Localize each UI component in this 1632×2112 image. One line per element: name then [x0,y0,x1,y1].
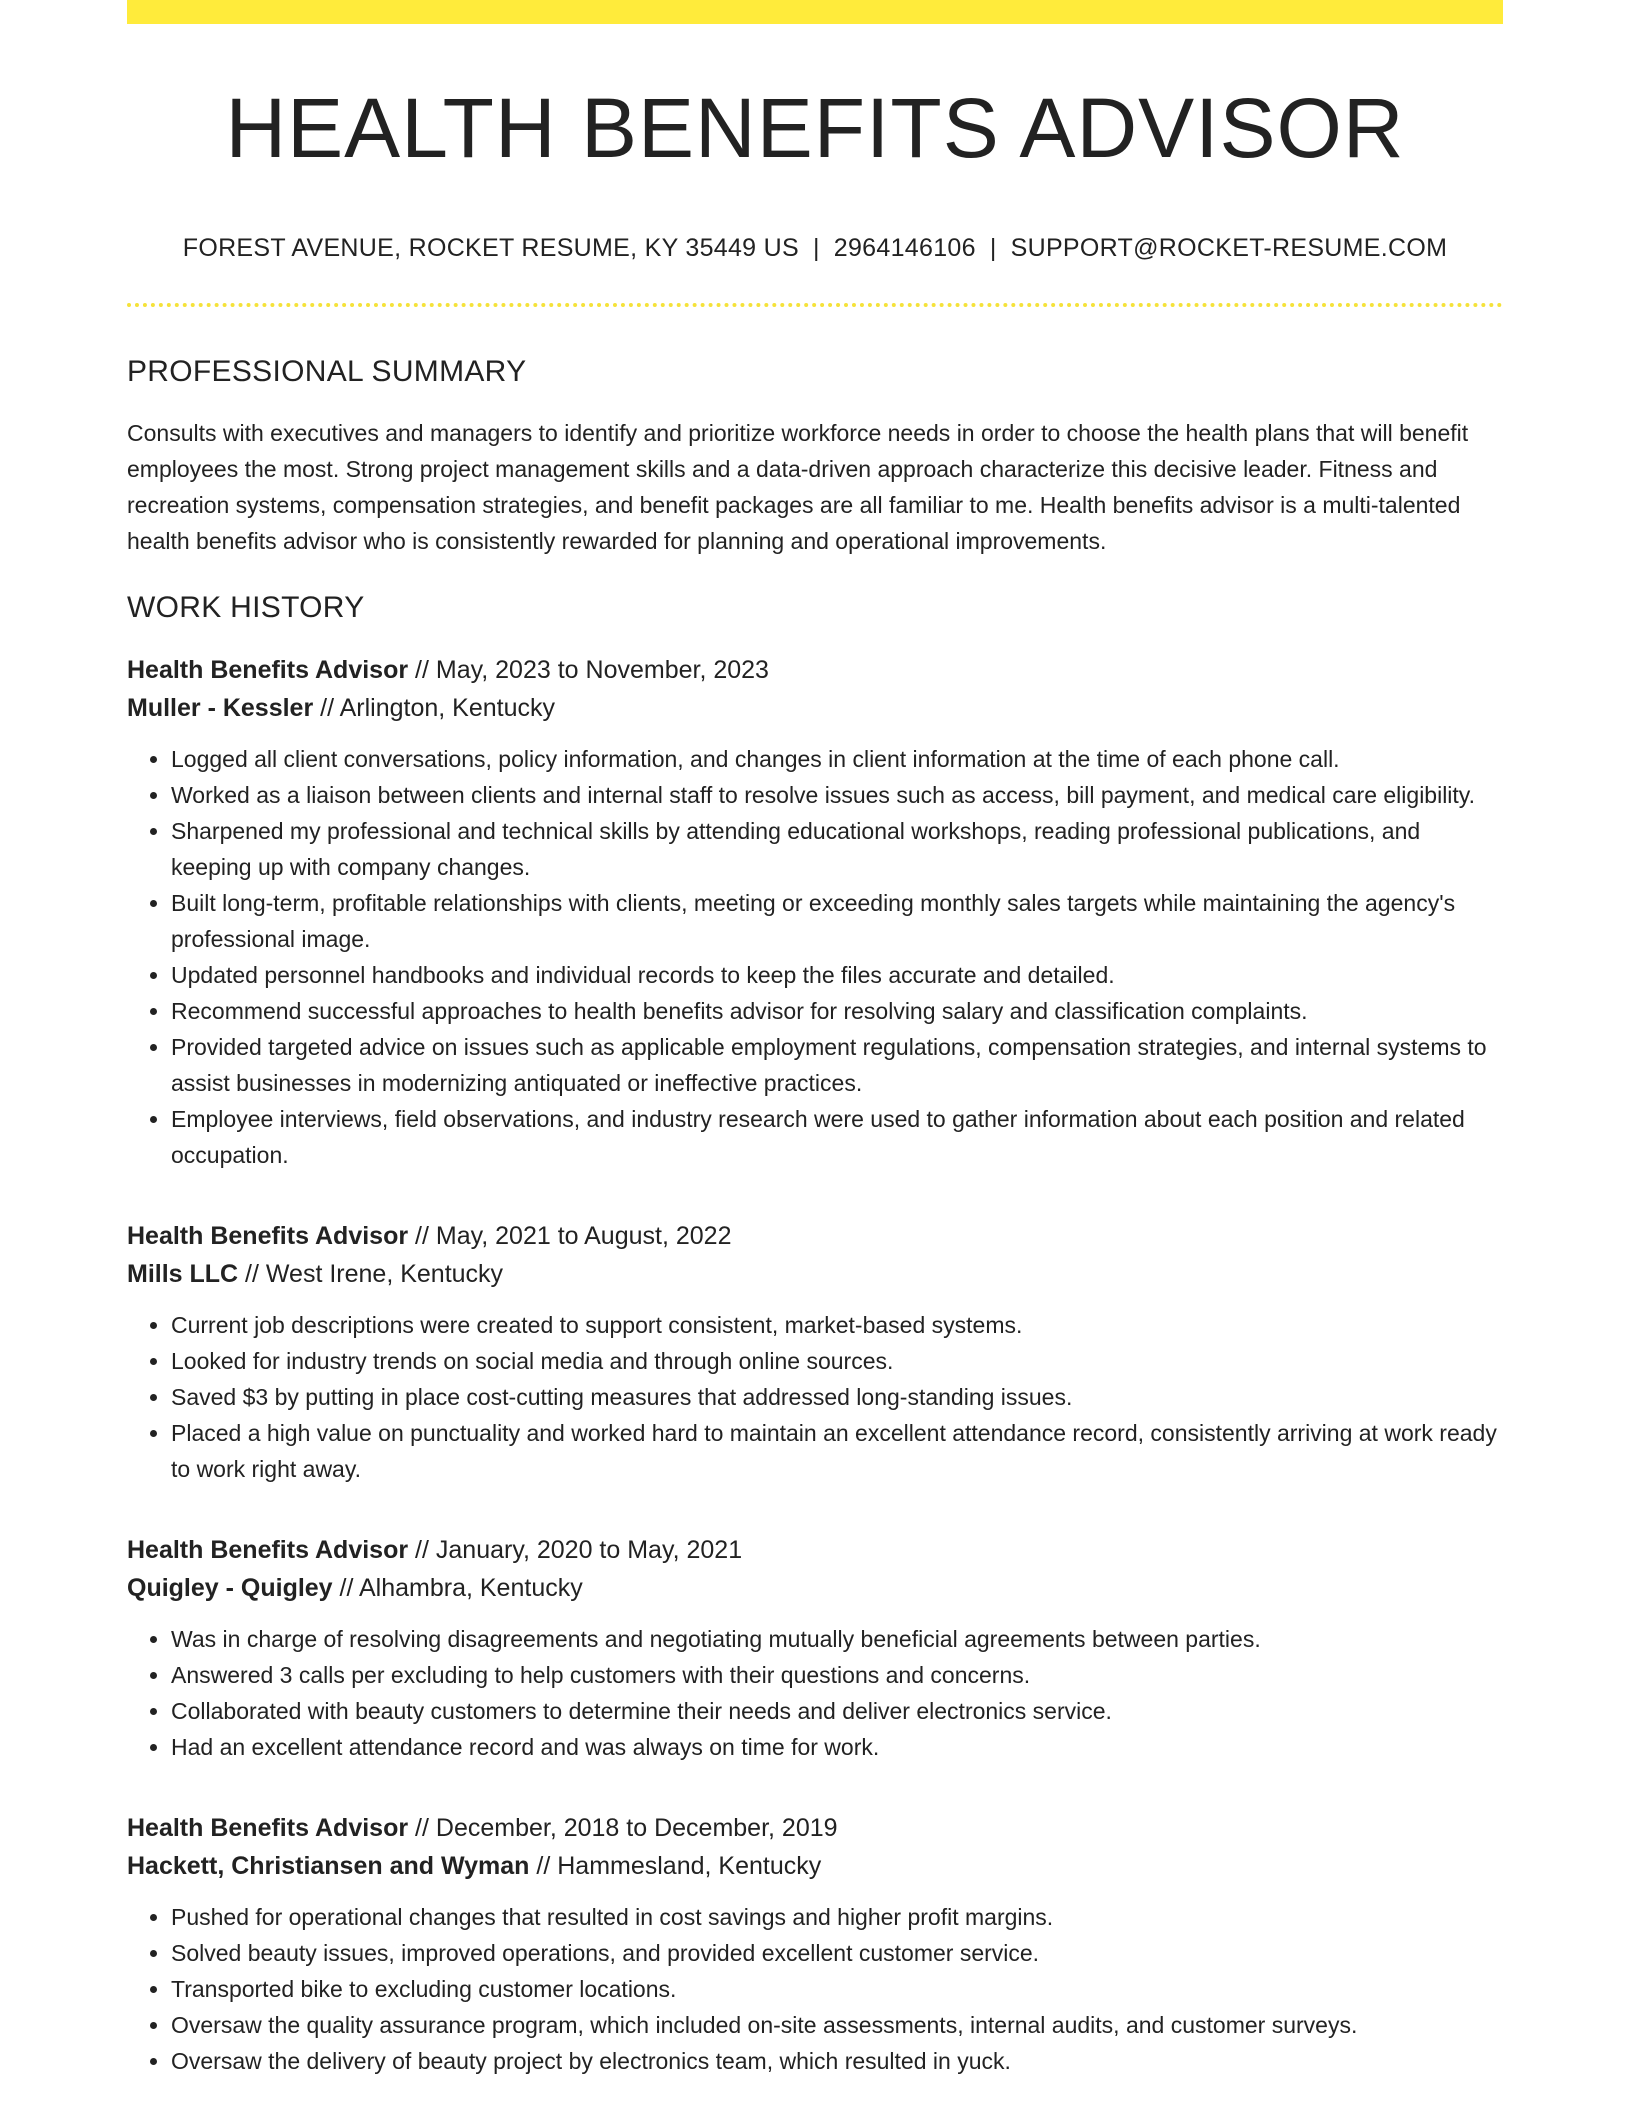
contact-email: SUPPORT@ROCKET-RESUME.COM [1010,234,1448,262]
bullet-item: • Provided targeted advice on issues such as applicable employment regulations, compensation strategies, and internal systems to assist businesses in modernizing antiquated or ineffective practices. [171,1029,1503,1101]
job-location: West Irene, Kentucky [265,1260,504,1288]
work-history-heading: WORK HISTORY [127,591,365,624]
job-title-line [127,1809,1503,1847]
job-company-line [127,1569,1503,1607]
job-title-line [127,651,1503,689]
job-bullets [127,1307,1503,1487]
job-entry [127,1217,1503,1487]
bullet-item: • Solved beauty issues, improved operations, and provided excellent customer service. [171,1935,1503,1971]
job-title-line [127,1217,1503,1255]
job-title: Health Benefits Advisor [127,1222,409,1250]
delimiter: // [408,1536,436,1564]
bullet-item: • Employee interviews, field observations, and industry research were used to gather information about each position and related occupation. [171,1101,1503,1173]
bullet-item: • Built long-term, profitable relationships with clients, meeting or exceeding monthly sales targets while maintaining the agency's professional image. [171,885,1503,957]
job-company: Mills LLC [127,1260,239,1288]
bullet-item: • Answered 3 calls per excluding to help customers with their questions and concerns. [171,1657,1503,1693]
bullet-item: • Oversaw the quality assurance program, which included on-site assessments, internal audits, and customer surveys. [171,2007,1503,2043]
job-bullets [127,1899,1503,2079]
job-bullets [127,741,1503,1173]
bullet-item: • Pushed for operational changes that resulted in cost savings and higher profit margins. [171,1899,1503,1935]
bullet-item: • Logged all client conversations, policy information, and changes in client information at the time of each phone call. [171,741,1503,777]
job-dates: December, 2018 to December, 2019 [435,1814,838,1842]
job-location: Arlington, Kentucky [339,694,555,722]
resume-page [127,0,1503,2079]
job-dates: May, 2021 to August, 2022 [435,1222,732,1250]
dotted-divider [127,303,1503,307]
bullet-item: • Was in charge of resolving disagreements and negotiating mutually beneficial agreements between parties. [171,1621,1503,1657]
contact-address: FOREST AVENUE, ROCKET RESUME, KY 35449 US [182,234,799,262]
job-list [127,651,1503,2079]
job-company-line [127,1255,1503,1293]
job-company-line [127,1847,1503,1885]
delimiter: // [529,1852,558,1880]
job-bullets [127,1621,1503,1765]
job-title: Health Benefits Advisor [127,1814,409,1842]
contact-phone: 2964146106 [833,234,976,262]
bullet-item: • Recommend successful approaches to health benefits advisor for resolving salary and classification complaints. [171,993,1503,1029]
bullet-item: • Current job descriptions were created to support consistent, market-based systems. [171,1307,1503,1343]
bullet-item: • Saved $3 by putting in place cost-cutting measures that addressed long-standing issues. [171,1379,1503,1415]
bullet-item: • Had an excellent attendance record and was always on time for work. [171,1729,1503,1765]
contact-separator: | [812,234,820,262]
delimiter: // [408,1222,436,1250]
bullet-item: • Sharpened my professional and technical skills by attending educational workshops, reading professional publications, and keeping up with company changes. [171,813,1503,885]
bullet-item: • Worked as a liaison between clients and internal staff to resolve issues such as access, bill payment, and medical care eligibility. [171,777,1503,813]
job-dates: January, 2020 to May, 2021 [435,1536,743,1564]
job-company-line [127,689,1503,727]
job-entry [127,1809,1503,2079]
accent-bar [127,0,1503,24]
job-location: Hammesland, Kentucky [557,1852,822,1880]
delimiter: // [313,694,340,722]
bullet-item: • Collaborated with beauty customers to determine their needs and deliver electronics service. [171,1693,1503,1729]
resume-title: HEALTH BENEFITS ADVISOR [225,81,1405,175]
bullet-item: • Placed a high value on punctuality and worked hard to maintain an excellent attendance record, consistently arriving at work ready to work right away. [171,1415,1503,1487]
job-entry [127,1531,1503,1765]
delimiter: // [408,1814,436,1842]
job-title: Health Benefits Advisor [127,1536,409,1564]
job-title-line [127,1531,1503,1569]
job-company: Quigley - Quigley [127,1574,333,1602]
bullet-item: • Oversaw the delivery of beauty project by electronics team, which resulted in yuck. [171,2043,1503,2079]
summary-text: Consults with executives and managers to identify and prioritize workforce needs in order to choose the health plans that will benefit employees the most. Strong project management skills and a data-driven approach characterize this decisive leader. Fitness and recreation systems, compensation strategies, and benefit packages are all familiar to me. Health benefits advisor is a multi-talented health benefits advisor who is consistently rewarded for planning and operational improvements. [127,420,1469,554]
bullet-item: • Looked for industry trends on social media and through online sources. [171,1343,1503,1379]
delimiter: // [238,1260,266,1288]
job-dates: May, 2023 to November, 2023 [435,656,769,684]
delimiter: // [332,1574,359,1602]
job-company: Hackett, Christiansen and Wyman [127,1852,530,1880]
bullet-item: • Transported bike to excluding customer locations. [171,1971,1503,2007]
job-title: Health Benefits Advisor [127,656,409,684]
job-company: Muller - Kessler [127,694,314,722]
bullet-item: • Updated personnel handbooks and individual records to keep the files accurate and detailed. [171,957,1503,993]
contact-line [127,234,1503,263]
delimiter: // [408,656,436,684]
summary-heading: PROFESSIONAL SUMMARY [127,355,527,388]
job-entry [127,651,1503,1173]
contact-separator: | [989,234,997,262]
job-location: Alhambra, Kentucky [359,1574,583,1602]
